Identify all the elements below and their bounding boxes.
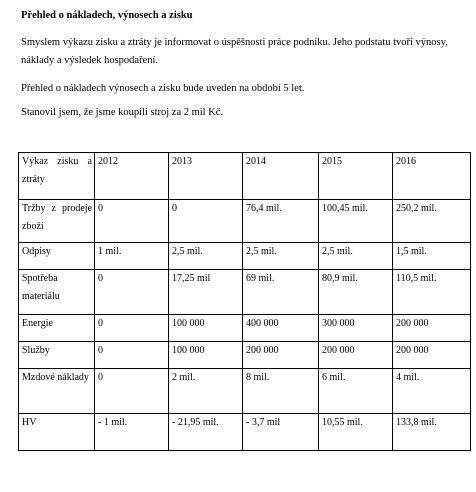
value-cell: 200 000 xyxy=(393,315,471,342)
value-cell: 0 xyxy=(95,200,169,243)
value-cell: 0 xyxy=(169,200,243,243)
value-cell: 2 mil. xyxy=(169,369,243,414)
table-row xyxy=(19,200,471,243)
value-cell: 76,4 mil. xyxy=(243,200,319,243)
value-cell: 0 xyxy=(95,270,169,315)
row-label: HV xyxy=(19,414,95,451)
row-label: Mzdové náklady xyxy=(19,369,95,414)
value-cell: 4 mil. xyxy=(393,369,471,414)
table-row xyxy=(19,414,471,451)
value-cell: 69 mil. xyxy=(243,270,319,315)
value-cell: - 21,95 mil. xyxy=(169,414,243,451)
value-cell: 8 mil. xyxy=(243,369,319,414)
row-label: Tržby z prodeje zboží xyxy=(19,200,95,243)
value-cell: 100 000 xyxy=(169,315,243,342)
value-cell: 1,5 mil. xyxy=(393,243,471,270)
intro-paragraph: Smyslem výkazu zisku a ztráty je informovat o úspěšnosti práce podniku. Jeho podstatu tvoří výnosy, náklady a výsledek hospodaření. xyxy=(21,37,448,66)
value-cell: 0 xyxy=(95,369,169,414)
table-row xyxy=(19,369,471,414)
year-cell: 2014 xyxy=(243,153,319,200)
value-cell: 100 000 xyxy=(169,342,243,369)
table-row xyxy=(19,243,471,270)
value-cell: 200 000 xyxy=(243,342,319,369)
year-cell: 2012 xyxy=(95,153,169,200)
value-cell: 2,5 mil. xyxy=(319,243,393,270)
value-cell: 6 mil. xyxy=(319,369,393,414)
value-cell: - 3,7 mil xyxy=(243,414,319,451)
value-cell: 80,9 mil. xyxy=(319,270,393,315)
year-cell: 2016 xyxy=(393,153,471,200)
value-cell: 2,5 mil. xyxy=(243,243,319,270)
value-cell: 1 mil. xyxy=(95,243,169,270)
value-cell: 100,45 mil. xyxy=(319,200,393,243)
year-cell: 2013 xyxy=(169,153,243,200)
document-heading: Přehled o nákladech, výnosech a zisku xyxy=(21,10,193,21)
profit-loss-table xyxy=(18,152,471,451)
value-cell: 300 000 xyxy=(319,315,393,342)
row-label: Odpisy xyxy=(19,243,95,270)
table-header-row xyxy=(19,153,471,200)
value-cell: 200 000 xyxy=(393,342,471,369)
table-row xyxy=(19,342,471,369)
table-header-label: Výkaz zisku a ztráty xyxy=(19,153,95,200)
row-label: Služby xyxy=(19,342,95,369)
value-cell: 17,25 mil xyxy=(169,270,243,315)
table-row xyxy=(19,270,471,315)
row-label: Spotřeba materiálu xyxy=(19,270,95,315)
table-row xyxy=(19,315,471,342)
value-cell: 200 000 xyxy=(319,342,393,369)
value-cell: 133,8 mil. xyxy=(393,414,471,451)
value-cell: 250,2 mil. xyxy=(393,200,471,243)
value-cell: 2,5 mil. xyxy=(169,243,243,270)
value-cell: 400 000 xyxy=(243,315,319,342)
machine-paragraph: Stanovil jsem, že jsme koupili stroj za 2 mil Kč. xyxy=(21,107,224,118)
value-cell: 10,55 mil. xyxy=(319,414,393,451)
year-cell: 2015 xyxy=(319,153,393,200)
row-label: Energie xyxy=(19,315,95,342)
value-cell: 0 xyxy=(95,315,169,342)
value-cell: - 1 mil. xyxy=(95,414,169,451)
period-paragraph: Přehled o nákladech výnosech a zisku bude uveden na období 5 let. xyxy=(21,83,305,94)
value-cell: 110,5 mil. xyxy=(393,270,471,315)
value-cell: 0 xyxy=(95,342,169,369)
